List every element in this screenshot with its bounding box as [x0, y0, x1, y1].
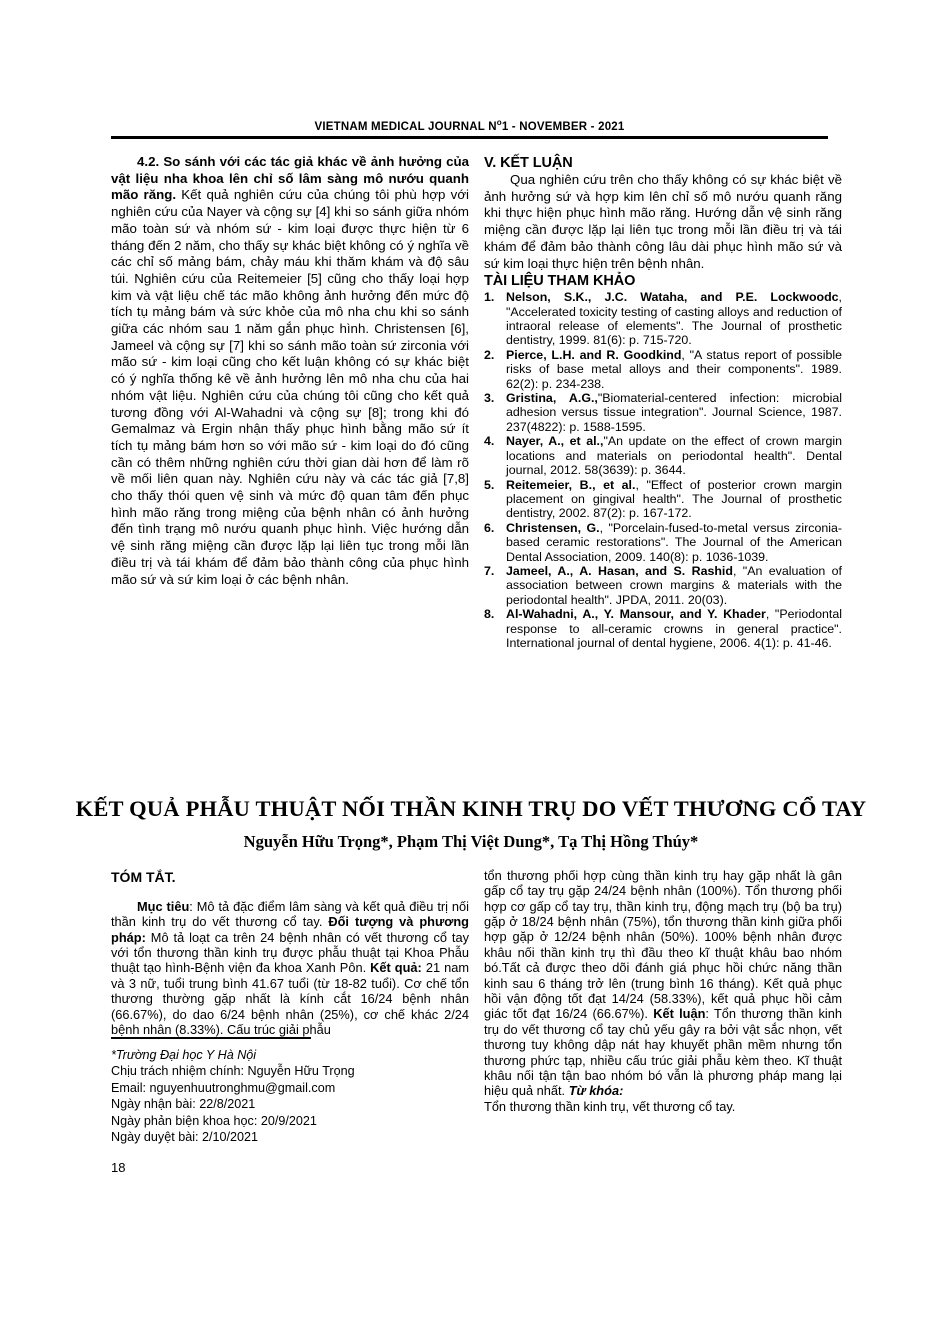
abstract-heading: TÓM TẮT. [111, 869, 176, 885]
reference-number: 7. [484, 563, 495, 578]
footnote-accepted-date: Ngày duyệt bài: 2/10/2021 [111, 1130, 259, 1145]
reference-item [484, 607, 842, 650]
footnote-received-date: Ngày nhận bài: 22/8/2021 [111, 1097, 256, 1112]
reference-text: , "An evaluation of association between crown margins & materials with the periodontal health". JPDA, 2011. 20(03). [506, 563, 842, 607]
right-column [484, 154, 842, 650]
reference-authors: Gristina, A.G., [506, 391, 598, 406]
header-rule [111, 136, 828, 139]
references-list [484, 290, 842, 650]
reference-item [484, 348, 842, 391]
conclusion-heading: V. KẾT LUẬN [484, 155, 573, 171]
reference-number: 5. [484, 477, 495, 492]
reference-authors: Jameel, A., A. Hasan, and S. Rashid [506, 563, 733, 578]
abstract-label-keywords: Từ khóa: [568, 1083, 624, 1099]
footnote-corresponding-author: Chịu trách nhiệm chính: Nguyễn Hữu Trọng [111, 1064, 355, 1079]
reference-item [484, 478, 842, 521]
reference-number: 8. [484, 607, 495, 622]
abstract-text-methods: Mô tả loạt ca trên 24 bệnh nhân có vết thương cổ tay với tổn thương thần kinh trụ được phẫu thuật tại Khoa Phẫu thuật tạo hình-Bệnh viện đa khoa Xanh Pôn. [111, 929, 469, 976]
abstract-text-keywords: Tổn thương thần kinh trụ, vết thương cổ tay. [484, 1098, 736, 1114]
reference-authors: Christensen, G. [506, 520, 600, 535]
abstract-text-results-part1: 21 nam và 3 nữ, tuổi trung bình 41.67 tuổi (từ 18-82 tuổi). Cơ chế tổn thương thường gặp nhất là kính cắt 16/24 bệnh nhân (66.67%), do dao 6/24 bệnh nhân (25%), cơ chế khác 2/24 bệnh nhân (8.33%). Cấu trúc giải phẫu [111, 960, 469, 1038]
footnote-block [111, 1047, 469, 1145]
discussion-paragraph-body: Kết quả nghiên cứu của chúng tôi phù hợp với nghiên cứu của Nayer và cộng sự [4] khi so sánh giữa nhóm mão toàn sứ và nhóm sứ - kim loại được thực hiện từ 6 tháng đến 2 năm, cho thấy sự khác biệt không có ý nghĩa về các chỉ số mảng bám, chảy máu khi thăm khám và độ sâu túi. Nghiên cứu của Reitemeier [5] cũng cho thấy loại hợp kim và vật liệu chế tác mão không ảnh hưởng đến mức độ tích tụ mảng bám và sức khỏe của mô nha chu khi so sánh giữa các nhóm sau 1 năm gắn phục hình. Christensen [6], Jameel và cộng sự [7] khi so sánh mão toàn sứ zirconia với mão sứ - kim loại cũng cho kết luận không có sự khác biệt có ý nghĩa thống kê về ảnh hưởng lên mô nha chu của hai nhóm vật liệu. Nghiên cứu của chúng tôi cũng cho kết quả tương đồng với Al-Wahadni và cộng sự [8]; trong khi đó Gemalmaz và Ergin nhận thấy phục hình bằng mão sứ ít tích tụ mảng bám hơn so với mão sứ - kim loại do đó cũng cần có thêm những nghiên cứu thời gian dài hơn để làm rõ về mối liên quan này. Nghiên cứu này và các tác giả [7,8] cho thấy thói quen vệ sinh và mức độ quan tâm đến phục hình mão răng trong miệng của bệnh nhân có ảnh hưởng đến tình trạng mô nướu quanh phục hình. Việc hướng dẫn vệ sinh răng miệng cần được lặp lại liên tục trong mỗi lần điều trị và tái khám để đảm bảo thành công của phục hình mão sứ và sứ kim loại ở các bệnh nhân. [111, 187, 469, 587]
reference-item [484, 564, 842, 607]
reference-text: , "Effect of posterior crown margin placement on gingival health". The Journal of prosthetic dentistry, 2002. 87(2): p. 167-172. [506, 477, 842, 521]
reference-authors: Reitemeier, B., et al. [506, 477, 636, 492]
abstract-label-objective: Mục tiêu [137, 898, 190, 914]
abstract-paragraph [111, 899, 469, 1038]
reference-text: , "Porcelain-fused-to-metal versus zirconia-based ceramic restorations". The Journal of the American Dental Association, 2009. 140(8): p. 1036-1039. [506, 520, 843, 564]
running-head-post: 1 - NOVEMBER - 2021 [501, 120, 625, 133]
abstract-left-column [111, 868, 469, 1050]
running-head-superscript: o [496, 118, 502, 127]
reference-text: "An update on the effect of crown margin locations and materials on periodontal health". Dental journal, 2012. 58(3639): p. 3644. [506, 434, 843, 478]
footnote-affiliation: *Trường Đại học Y Hà Nội [111, 1048, 257, 1062]
reference-authors: Nelson, S.K., J.C. Wataha, and P.E. Lockwoodc [506, 290, 839, 305]
references-heading: TÀI LIỆU THAM KHẢO [484, 273, 636, 290]
reference-item [484, 434, 842, 477]
article-authors: Nguyễn Hữu Trọng*, Phạm Thị Việt Dung*, Tạ Thị Hồng Thúy* [243, 832, 699, 851]
footnote-review-date: Ngày phản biện khoa học: 20/9/2021 [111, 1113, 317, 1128]
discussion-paragraph [111, 154, 469, 588]
running-head-pre: VIETNAM MEDICAL JOURNAL N [314, 120, 497, 133]
article-title: KẾT QUẢ PHẪU THUẬT NỐI THẦN KINH TRỤ DO VẾT THƯƠNG CỔ TAY [75, 796, 867, 821]
reference-number: 2. [484, 347, 495, 362]
reference-number: 4. [484, 434, 495, 449]
abstract-text-conclusion: : Tổn thương thần kinh trụ do vết thương cổ tay chủ yếu gây ra bởi vật sắc nhọn, vết thương tuy không dập nát hay khuyết phần mềm nhưng tổn thương phức tạp, nhiều cấu trúc giải phẫu kèm theo. Kĩ thuật khâu nối tận tận bao nhóm bó vẫn là phương pháp mang lại hiệu quả nhất. [484, 1006, 842, 1099]
reference-text: "Biomaterial-centered infection: microbial adhesion versus tissue integration". Journal Science, 1987. 237(4822): p. 1588-1595. [506, 391, 842, 434]
abstract-paragraph-continued [484, 868, 842, 1115]
reference-item [484, 290, 842, 348]
reference-number: 3. [484, 391, 495, 406]
reference-text: , "A status report of possible risks of base metal alloys and their components". 1989. 62(2): p. 234-238. [506, 347, 842, 391]
footnote-email: Email: nguyenhuutronghmu@gmail.com [111, 1080, 336, 1095]
left-column [111, 154, 469, 588]
abstract-label-results: Kết quả: [370, 960, 422, 976]
reference-authors: Pierce, L.H. and R. Goodkind [506, 347, 682, 362]
reference-item [484, 521, 842, 564]
running-head [111, 118, 828, 133]
reference-number: 6. [484, 520, 495, 535]
abstract-text-objective: : Mô tả đặc điểm lâm sàng và kết quả điều trị nối thần kinh trụ do vết thương cổ tay. [111, 898, 470, 930]
page-number: 18 [111, 1160, 126, 1175]
reference-item [484, 391, 842, 434]
reference-text: , "Accelerated toxicity testing of casting alloys and reduction of intraoral release of elements". The Journal of prosthetic dentistry, 1999. 81(6): p. 715-720. [506, 290, 842, 348]
abstract-text-results-part2: tổn thương phối hợp cùng thần kinh trụ hay gặp nhất là gân gấp cổ tay trụ gặp 24/24 bệnh nhân (100%). Tổn thương phối hợp cơ gấp cổ tay trụ, thần kinh trụ, động mạch trụ (bộ ba trụ) gặp ở 18/24 bệnh nhân (75%), tổn thương thần kinh giữa phối hợp gặp ở 12/24 bệnh nhân (50%). 100% bệnh nhân được khâu nối thần kinh trụ thì đầu theo kĩ thuật khâu bao nhóm bó.Tất cả được theo dõi đánh giá phục hồi chức năng thần kinh sau 6 tháng trở lên (trung bình 16 tháng). Kết quả phục hồi vận động tốt đạt 14/24 (58.33%), kết quả phục hồi cảm giác tốt đạt 16/24 (66.67%). [484, 867, 842, 1022]
abstract-label-conclusion: Kết luận [653, 1006, 706, 1022]
reference-text: , "Periodontal response to all-ceramic crowns in general practice". International journal of dental hygiene, 2006. 4(1): p. 41-46. [506, 607, 843, 650]
footnote-rule [111, 1037, 311, 1039]
discussion-paragraph-lead: 4.2. So sánh với các tác giả khác về ảnh hưởng của vật liệu nha khoa lên chỉ số lâm sàng mô nướu quanh mão răng. [111, 154, 469, 203]
reference-authors: Nayer, A., et al., [506, 434, 604, 449]
abstract-right-column [484, 855, 842, 1127]
reference-number: 1. [484, 290, 495, 305]
conclusion-paragraph: Qua nghiên cứu trên cho thấy không có sự khác biệt về ảnh hưởng sứ và hợp kim lên chỉ số mô nướu quanh răng khi thực hiện phục hình mão răng. Hướng dẫn vệ sinh răng miệng cần được lặp lại liên tục trong mỗi lần điều trị và tái khám để đảm bảo thành công lâu dài phục hình mão sứ và sứ kim loại thực hiện trên bệnh nhân. [484, 172, 842, 271]
reference-authors: Al-Wahadni, A., Y. Mansour, and Y. Khader [506, 607, 766, 622]
abstract-label-methods: Đối tượng và phương pháp: [111, 914, 469, 945]
